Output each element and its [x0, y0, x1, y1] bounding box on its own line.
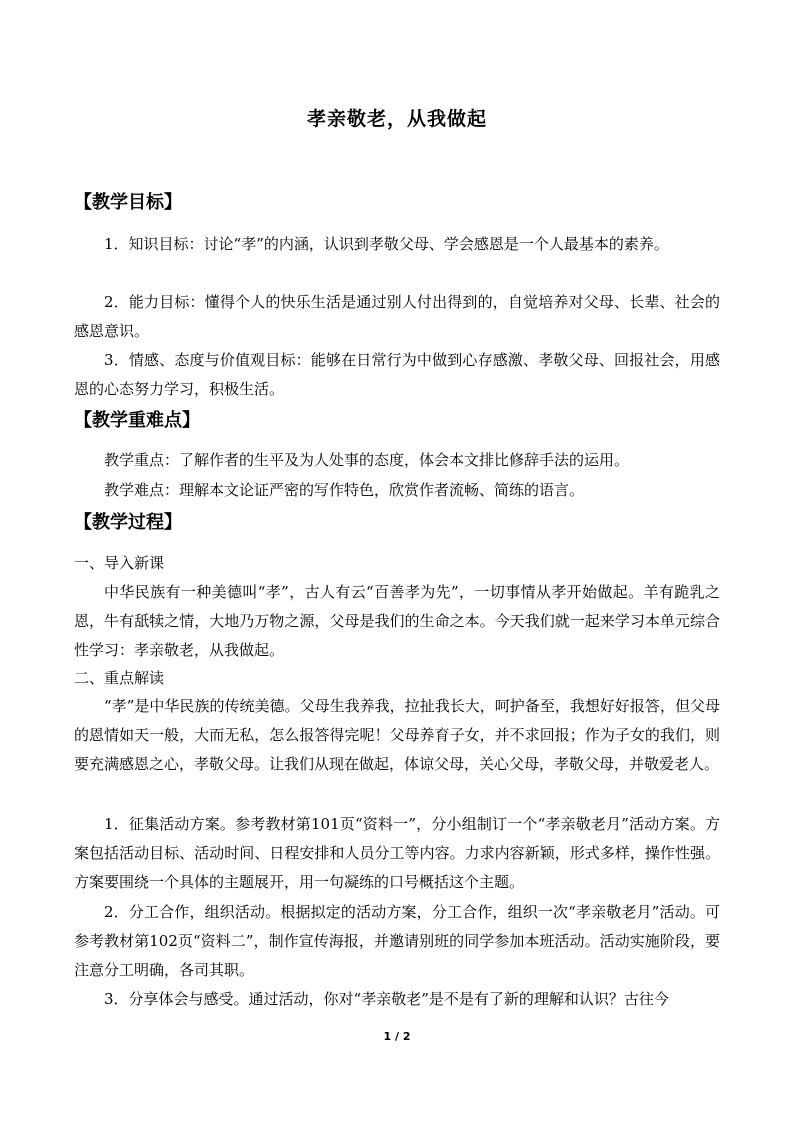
paragraph-introduction: 中华民族有一种美德叫“孝”，古人有云“百善孝为先”，一切事情从孝开始做起。羊有跪乳之恩，牛有舐犊之情，大地乃万物之源，父母是我们的生命之本。今天我们就一起来学习本单元综合性学习：孝亲敬老，从我做起。 — [74, 583, 720, 659]
subheading-introduction: 一、导入新课 — [74, 554, 165, 572]
document-title: 孝亲敬老，从我做起 — [306, 108, 487, 130]
paragraph-knowledge-goal: 1．知识目标：讨论“孝”的内涵，认识到孝敬父母、学会感恩是一个人最基本的素养。 — [104, 235, 669, 253]
paragraph-difficult-point: 教学难点：理解本文论证严密的写作特色，欣赏作者流畅、简练的语言。 — [104, 481, 585, 499]
section-heading-objectives: 【教学目标】 — [74, 192, 182, 213]
subheading-key-reading: 二、重点解读 — [74, 669, 165, 687]
paragraph-activity-plan: 1．征集活动方案。参考教材第101页“资料一”，分小组制订一个“孝亲敬老月”活动方案。方案包括活动目标、活动时间、日程安排和人员分工等内容。力求内容新颖，形式多样，操作性强。方案要围绕一个具体的主题展开，用一句凝练的口号概括这个主题。 — [74, 815, 720, 891]
section-heading-key-points: 【教学重难点】 — [74, 410, 200, 431]
section-heading-process: 【教学过程】 — [74, 512, 182, 533]
paragraph-emotion-goal: 3．情感、态度与价值观目标：能够在日常行为中做到心存感激、孝敬父母、回报社会，用感恩的心态努力学习，积极生活。 — [74, 351, 720, 398]
page-number: 1 / 2 — [383, 1030, 411, 1043]
paragraph-filial-piety: “孝”是中华民族的传统美德。父母生我养我，拉扯我长大，呵护备至，我想好好报答，但父母的恩情如天一般，大而无私，怎么报答得完呢！父母养育子女，并不求回报；作为子女的我们，则要充满感恩之心，孝敬父母。让我们从现在做起，体谅父母，关心父母，孝敬父母，并敬爱老人。 — [74, 697, 720, 773]
paragraph-organize-activity: 2．分工合作，组织活动。根据拟定的活动方案，分工合作，组织一次“孝亲敬老月”活动。可参考教材第102页“资料二”，制作宣传海报，并邀请别班的同学参加本班活动。活动实施阶段，要注意分工明确，各司其职。 — [74, 903, 720, 979]
paragraph-share-feelings: 3．分享体会与感受。通过活动，你对“孝亲敬老”是不是有了新的理解和认识？古往今 — [104, 990, 669, 1008]
paragraph-ability-goal: 2．能力目标：懂得个人的快乐生活是通过别人付出得到的，自觉培养对父母、长辈、社会的感恩意识。 — [74, 293, 720, 340]
paragraph-key-point: 教学重点：了解作者的生平及为人处事的态度，体会本文排比修辞手法的运用。 — [104, 451, 630, 469]
